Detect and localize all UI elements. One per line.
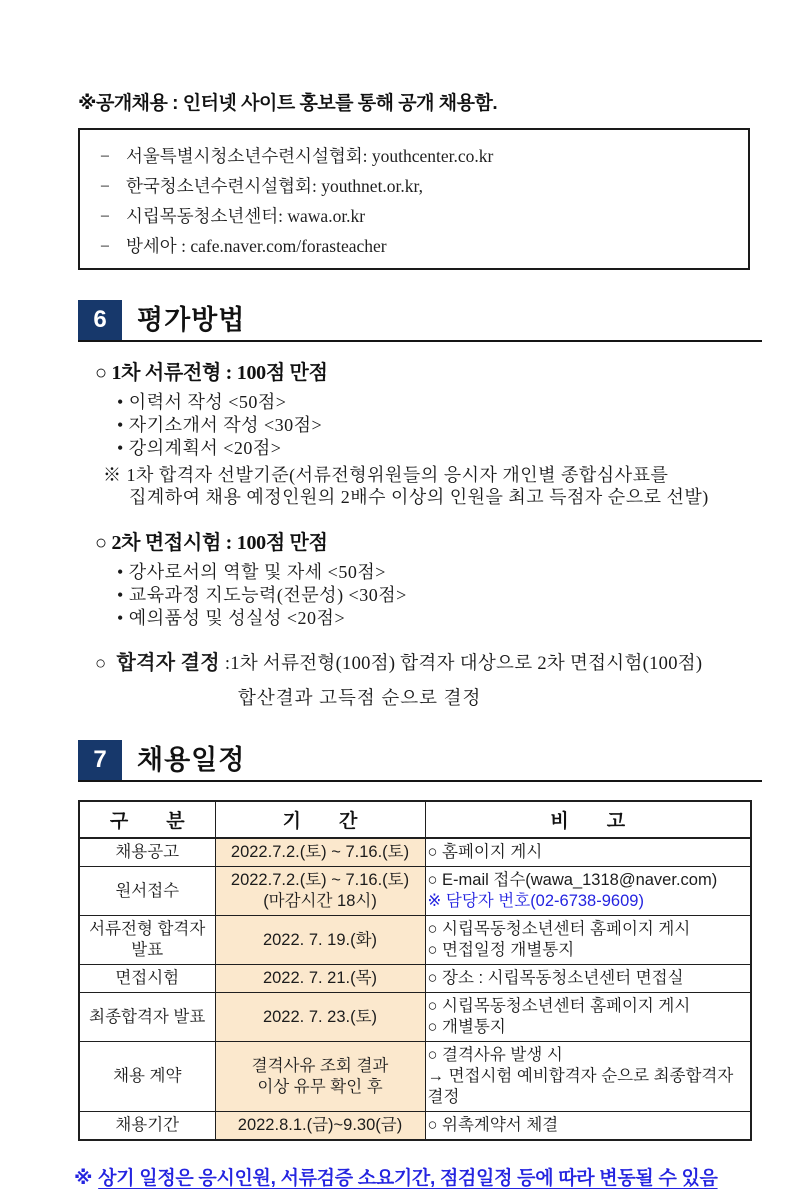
reference-mark-icon: ※ <box>103 465 122 485</box>
open-recruitment-note: ※공개채용 : 인터넷 사이트 홍보를 통해 공개 채용함. <box>78 93 498 114</box>
final-decision-line <box>95 646 765 675</box>
table-row <box>79 993 751 1042</box>
row-remark: ○ 면접일정 개별통지 <box>427 941 575 959</box>
list-item: • 강의계획서 <20점> <box>117 438 282 458</box>
row-remark: ○ 개별통지 <box>427 1018 506 1036</box>
list-item: • 이력서 작성 <50점> <box>117 392 287 412</box>
table-row <box>79 867 751 916</box>
row-period: 2022. 7. 23.(토) <box>262 1007 378 1026</box>
list-item: • 교육과정 지도능력(전문성) <30점> <box>117 585 407 605</box>
section-number-badge: 7 <box>78 740 122 780</box>
section-number-badge: 6 <box>78 300 122 340</box>
column-header-category: 구 분 <box>79 801 215 838</box>
table-row <box>79 1112 751 1141</box>
site-link-text: 시립목동청소년센터: wawa.or.kr <box>126 206 366 226</box>
row-label: 채용공고 <box>115 843 180 861</box>
list-item: • 자기소개서 작성 <30점> <box>117 415 323 435</box>
reference-mark-icon: ※ <box>74 1168 93 1189</box>
round1-selection-note <box>103 464 765 508</box>
table-row <box>79 965 751 993</box>
dash-icon: − <box>100 206 110 226</box>
row-period: 2022.7.2.(토) ~ 7.16.(토) <box>230 843 410 861</box>
list-item <box>100 231 740 261</box>
table-row <box>79 838 751 867</box>
row-period: 2022.7.2.(토) ~ 7.16.(토) <box>230 871 410 889</box>
row-label: 발표 <box>131 941 164 959</box>
round2-criteria-list <box>117 561 765 630</box>
schedule-change-footnote <box>74 1163 765 1190</box>
row-period: 2022. 7. 19.(화) <box>262 930 378 949</box>
round1-heading: ○ 1차 서류전형 : 100점 만점 <box>95 362 328 384</box>
note-line: 집계하여 채용 예정인원의 2배수 이상의 인원을 최고 득점자 순으로 선발) <box>129 487 709 507</box>
list-item: • 강사로서의 역할 및 자세 <50점> <box>117 562 386 582</box>
row-remark: ○ 시립목동청소년센터 홈페이지 게시 <box>427 920 691 938</box>
decision-text: :1차 서류전형(100점) 합격자 대상으로 2차 면접시험(100점) <box>224 654 703 674</box>
site-link-text: 서울특별시청소년수련시설협회: youthcenter.co.kr <box>126 146 494 166</box>
row-remark: ○ 홈페이지 게시 <box>427 843 543 861</box>
dash-icon: − <box>100 176 110 196</box>
promotion-sites-box <box>78 128 750 270</box>
row-remark: → 면접시험 예비합격자 순으로 최종합격자 결정 <box>427 1067 734 1106</box>
row-remark: ○ 결격사유 발생 시 <box>427 1046 563 1064</box>
row-remark: ○ 장소 : 시립목동청소년센터 면접실 <box>427 969 684 987</box>
contact-phone-note: ※ 담당자 번호(02-6738-9609) <box>427 892 644 910</box>
site-link-text: 한국청소년수련시설협회: youthnet.or.kr, <box>126 176 424 196</box>
row-remark: ○ 시립목동청소년센터 홈페이지 게시 <box>427 997 691 1015</box>
footnote-text: 상기 일정은 응시인원, 서류검증 소요기간, 점검일정 등에 따라 변동될 수 있음 <box>98 1168 718 1189</box>
row-period: 결격사유 조회 결과 <box>251 1056 389 1075</box>
table-row <box>79 1042 751 1112</box>
section-7-header <box>78 738 762 782</box>
section-title: 채용일정 <box>137 745 246 775</box>
list-item <box>100 141 740 171</box>
row-label: 원서접수 <box>115 881 180 900</box>
evaluation-method-block <box>78 356 765 710</box>
list-item <box>100 171 740 201</box>
decision-title: 합격자 결정 <box>116 652 220 674</box>
round1-criteria-list <box>117 391 765 460</box>
row-remark: ○ 위촉계약서 체결 <box>427 1116 559 1134</box>
row-label: 채용 계약 <box>113 1067 182 1085</box>
row-period: (마감시간 18시) <box>263 892 377 910</box>
column-header-remarks: 비 고 <box>425 801 751 838</box>
row-label: 서류전형 합격자 <box>89 920 206 938</box>
row-label: 면접시험 <box>115 969 180 987</box>
list-item: • 예의품성 및 성실성 <20점> <box>117 608 346 628</box>
row-period: 이상 유무 확인 후 <box>257 1077 383 1096</box>
dash-icon: − <box>100 236 110 256</box>
circle-marker-icon: ○ <box>95 654 107 674</box>
table-row <box>79 916 751 965</box>
row-remark: ○ E-mail 접수(wawa_1318@naver.com) <box>427 871 718 889</box>
note-line: 1차 합격자 선발기준(서류전형위원들의 응시자 개인별 종합심사표를 <box>126 465 669 485</box>
decision-text-line2: 합산결과 고득점 순으로 결정 <box>238 689 482 709</box>
section-6-header <box>78 298 762 342</box>
schedule-table <box>78 800 752 1141</box>
row-period: 2022.8.1.(금)~9.30(금) <box>237 1116 403 1134</box>
section-title: 평가방법 <box>137 305 246 335</box>
row-label: 채용기간 <box>115 1116 180 1134</box>
table-header-row <box>79 801 751 838</box>
round2-heading: ○ 2차 면접시험 : 100점 만점 <box>95 532 328 554</box>
list-item <box>100 201 740 231</box>
dash-icon: − <box>100 146 110 166</box>
column-header-period: 기 간 <box>215 801 425 838</box>
row-period: 2022. 7. 21.(목) <box>262 969 378 987</box>
row-label: 최종합격자 발표 <box>89 1007 206 1026</box>
site-link-text: 방세아 : cafe.naver.com/forasteacher <box>126 236 387 256</box>
